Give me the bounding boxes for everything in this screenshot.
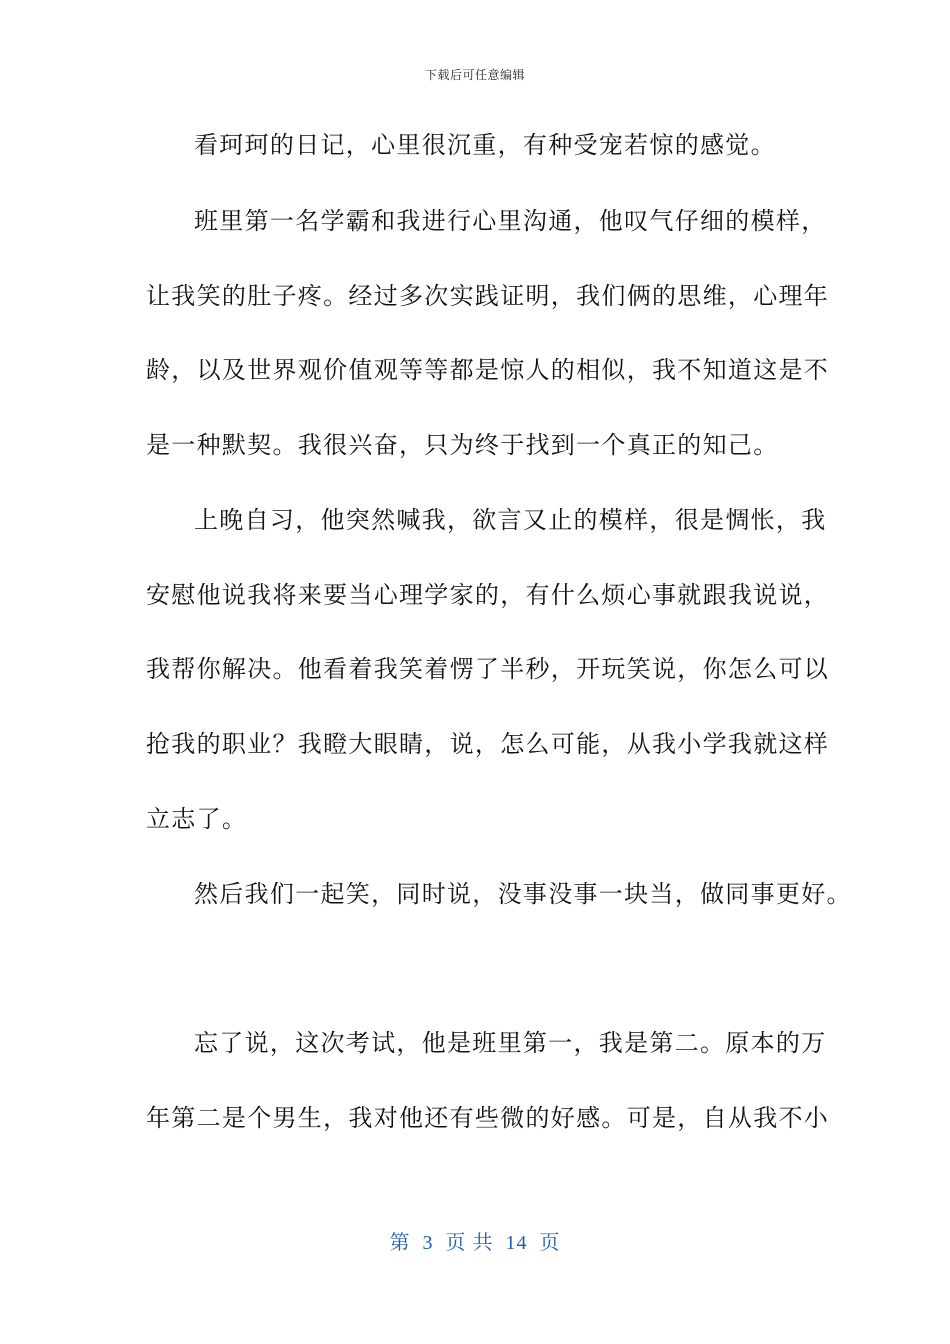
total-page-count: 14 xyxy=(505,1232,528,1254)
text-line: 龄，以及世界观价值观等等都是惊人的相似，我不知道这是不 xyxy=(146,356,830,384)
text-line: 年第二是个男生，我对他还有些微的好感。可是，自从我不小 xyxy=(146,1104,830,1132)
text-line: 忘了说，这次考试，他是班里第一，我是第二。原本的万 xyxy=(194,1029,827,1057)
text-line: 抢我的职业？我瞪大眼睛，说，怎么可能，从我小学我就这样 xyxy=(146,730,830,758)
text-line: 上晚自习，他突然喊我，欲言又止的模样，很是惆怅，我 xyxy=(194,506,827,534)
text-line: 然后我们一起笑，同时说，没事没事一块当，做同事更好。 xyxy=(194,880,852,908)
text-line: 是一种默契。我很兴奋，只为终于找到一个真正的知己。 xyxy=(146,431,779,459)
current-page-number: 3 xyxy=(422,1232,434,1254)
footer-suffix: 页 xyxy=(539,1232,561,1254)
text-line: 看珂珂的日记，心里很沉重，有种受宠若惊的感觉。 xyxy=(194,131,776,159)
text-line: 班里第一名学霸和我进行心里沟通，他叹气仔细的模样， xyxy=(194,207,827,235)
footer-middle: 页 共 xyxy=(445,1232,494,1254)
page-header: 下载后可任意编辑 xyxy=(424,68,525,82)
text-line: 让我笑的肚子疼。经过多次实践证明，我们俩的思维，心理年 xyxy=(146,282,830,310)
text-line: 我帮你解决。他看着我笑着愣了半秒，开玩笑说，你怎么可以 xyxy=(146,655,830,683)
footer-prefix: 第 xyxy=(389,1232,411,1254)
text-line: 安慰他说我将来要当心理学家的，有什么烦心事就跟我说说， xyxy=(146,581,830,609)
page-footer xyxy=(0,1226,950,1255)
text-line: 立志了。 xyxy=(146,805,248,833)
